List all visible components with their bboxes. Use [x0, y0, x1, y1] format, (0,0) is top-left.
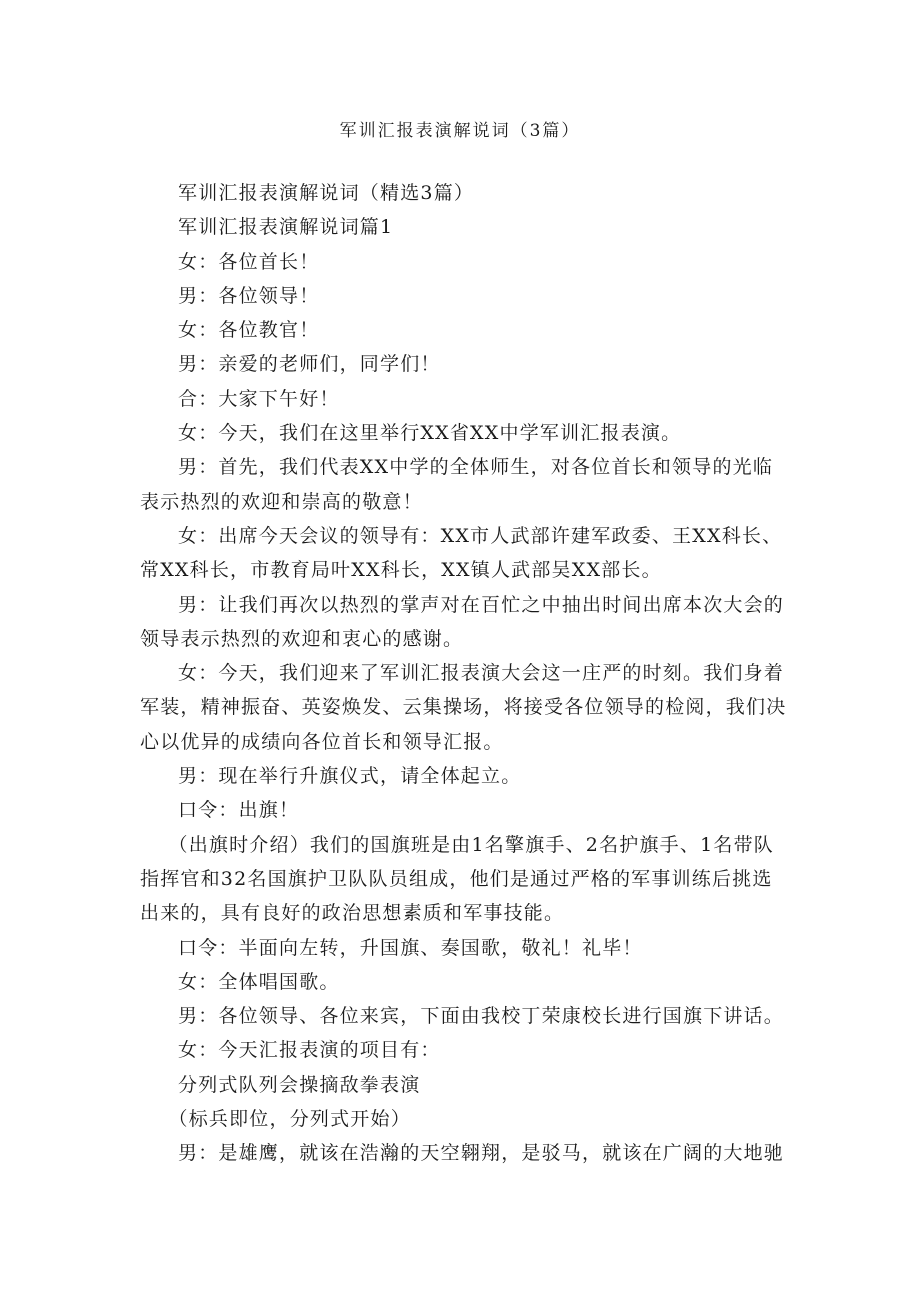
paragraph: 分列式队列会操摘敌拳表演 — [178, 1073, 421, 1096]
paragraph: （出旗时介绍）我们的国旗班是由1名擎旗手、2名护旗手、1名带队指挥官和32名国旗护卫队队员组成，他们是通过严格的军事训练后挑选出来的，具有良好的政治思想素质和军事技能。 — [140, 833, 774, 925]
paragraph: 女：今天汇报表演的项目有： — [178, 1039, 441, 1062]
paragraph: 女：今天，我们迎来了军训汇报表演大会这一庄严的时刻。我们身着军装，精神振奋、英姿焕发、云集操场，将接受各位领导的检阅，我们决心以优异的成绩向各位首长和领导汇报。 — [140, 662, 787, 753]
paragraph: 女：各位首长！ — [178, 250, 320, 273]
paragraph: 女：全体唱国歌。 — [178, 970, 340, 993]
document-body — [140, 176, 790, 1171]
document-title: 军训汇报表演解说词（3篇） — [339, 121, 581, 141]
paragraph: 男：亲爱的老师们，同学们！ — [178, 353, 441, 376]
paragraph: 女：各位教官！ — [178, 319, 320, 342]
paragraph: 女：今天，我们在这里举行XX省XX中学军训汇报表演。 — [178, 422, 682, 445]
paragraph: 男：各位领导！ — [178, 284, 320, 307]
paragraph: 男：各位领导、各位来宾，下面由我校丁荣康校长进行国旗下讲话。 — [178, 1005, 785, 1028]
paragraph: 口令：出旗！ — [178, 799, 300, 822]
paragraph: 军训汇报表演解说词篇1 — [178, 216, 394, 239]
paragraph: 合：大家下午好！ — [178, 387, 340, 410]
paragraph: 军训汇报表演解说词（精选3篇） — [178, 182, 475, 204]
paragraph: （标兵即位，分列式开始） — [168, 1108, 411, 1131]
paragraph: 男：是雄鹰，就该在浩瀚的天空翱翔，是驳马，就该在广阔的大地驰 — [178, 1142, 785, 1165]
paragraph: 男：让我们再次以热烈的掌声对在百忙之中抽出时间出席本次大会的领导表示热烈的欢迎和衷心的感谢。 — [140, 593, 785, 650]
paragraph: 口令：半面向左转，升国旗、奏国歌，敬礼！礼毕！ — [178, 936, 643, 959]
paragraph: 男：首先，我们代表XX中学的全体师生，对各位首长和领导的光临表示热烈的欢迎和崇高的敬意！ — [140, 456, 774, 513]
paragraph: 男：现在举行升旗仪式，请全体起立。 — [178, 765, 522, 788]
paragraph: 女：出席今天会议的领导有：XX市人武部许建军政委、王XX科长、常XX科长，市教育局叶XX科长，XX镇人武部吴XX部长。 — [140, 524, 783, 582]
